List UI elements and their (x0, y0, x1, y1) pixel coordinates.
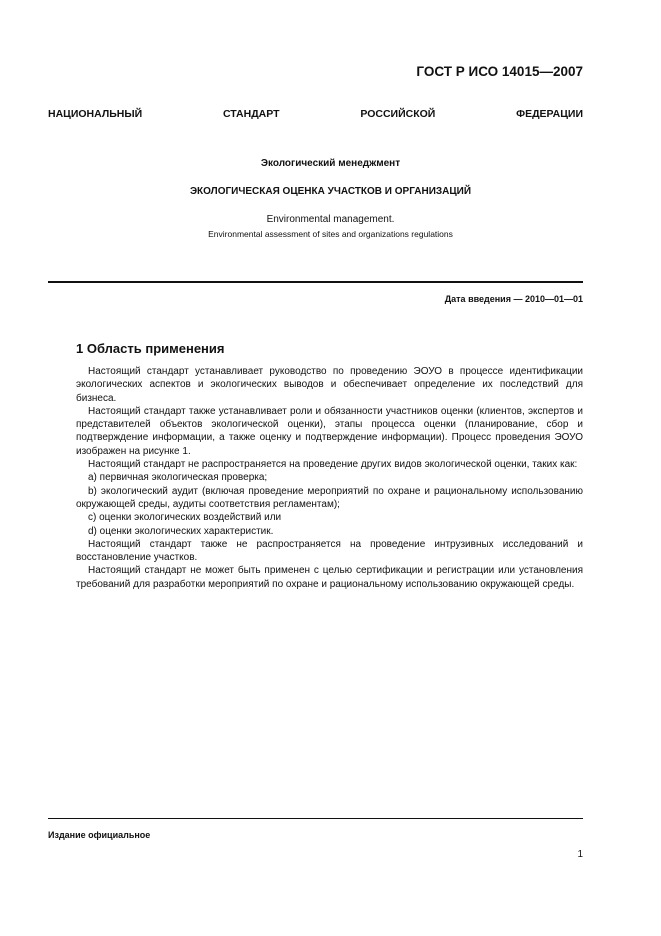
paragraph: Настоящий стандарт также не распространяется на проведение интрузивных исследований и восстановление участков. (76, 538, 583, 564)
english-subtitle: Environmental assessment of sites and organizations regulations (208, 229, 453, 239)
banner-word: НАЦИОНАЛЬНЫЙ (48, 108, 143, 120)
list-item: с) оценки экологических воздействий или (88, 512, 282, 524)
banner-word: СТАНДАРТ (222, 108, 280, 120)
header-banner (48, 108, 583, 120)
edition-label: Издание официальное (48, 830, 151, 840)
list-item: d) оценки экологических характеристик. (88, 525, 274, 537)
banner-word: РОССИЙСКОЙ (360, 108, 436, 120)
paragraph: Настоящий стандарт устанавливает руководство по проведению ЭОУО в процессе идентификации экологических аспектов и экологических выводов и обеспечивает определение их последствий для бизнеса. (76, 366, 583, 404)
list-item: а) первичная экологическая проверка; (88, 472, 268, 484)
standard-number: ГОСТ Р ИСО 14015—2007 (416, 64, 583, 79)
paragraph: Настоящий стандарт не может быть применен с целью сертификации и регистрации или установления требований для разработки мероприятий по охране и рациональному использованию окружающей среды. (76, 565, 583, 590)
document-title: ЭКОЛОГИЧЕСКАЯ ОЦЕНКА УЧАСТКОВ И ОРГАНИЗАЦИЙ (189, 186, 472, 197)
page-number: 1 (577, 849, 583, 860)
introduction-date: Дата введения — 2010—01—01 (444, 294, 583, 304)
english-title: Environmental management. (266, 214, 395, 225)
banner-word: ФЕДЕРАЦИИ (516, 108, 583, 120)
document-subtitle: Экологический менеджмент (260, 158, 401, 169)
top-divider (48, 281, 583, 283)
section-body (76, 365, 583, 591)
list-item: b) экологический аудит (включая проведение мероприятий по охране и рациональному использованию окружающей среды, аудиты соответствия регламентам); (76, 485, 583, 510)
footer-divider (48, 818, 583, 819)
paragraph: Настоящий стандарт не распространяется на проведение других видов экологической оценки, таких как: (88, 459, 578, 471)
section-heading: 1 Область применения (76, 341, 225, 356)
paragraph: Настоящий стандарт также устанавливает роли и обязанности участников оценки (клиентов, экспертов и представителей объектов экологической оценки), этапы процесса оценки (планирование, сбор и подтверждение информации, а также оценку и подтверждение информации). Процесс проведения ЭОУО изображен на рисунке 1. (76, 405, 583, 457)
